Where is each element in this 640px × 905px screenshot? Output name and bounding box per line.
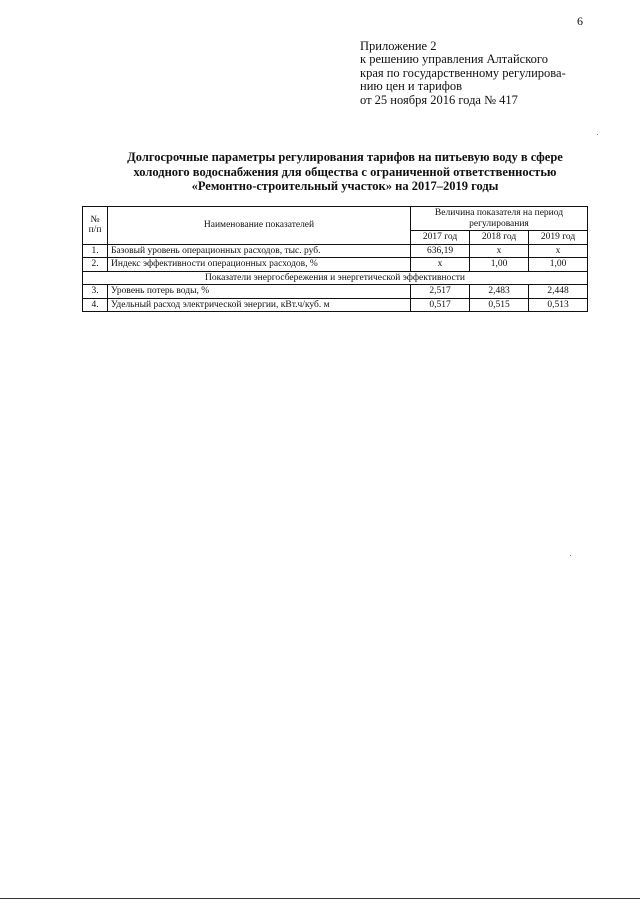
row-name: Индекс эффективности операционных расходов, %	[108, 258, 411, 272]
header-name: Наименование показателей	[108, 207, 411, 245]
title-line: Долгосрочные параметры регулирования тарифов на питьевую воду в сфере	[127, 150, 563, 164]
scan-speck	[597, 134, 598, 135]
page-bottom-edge	[0, 898, 640, 899]
header-year-2018: 2018 год	[470, 231, 529, 245]
row-name: Удельный расход электрической энергии, кВт.ч/куб. м	[108, 298, 411, 312]
row-number: 1.	[83, 244, 108, 258]
table-header-row	[83, 207, 588, 231]
table-section-row	[83, 271, 588, 285]
row-value: 2,517	[411, 285, 470, 299]
row-value: x	[529, 244, 588, 258]
header-number	[83, 207, 108, 245]
appendix-line: нию цен и тарифов	[360, 79, 463, 94]
row-value: 1,00	[470, 258, 529, 272]
appendix-note	[360, 40, 566, 107]
row-value: 636,19	[411, 244, 470, 258]
header-number-text: № п/п	[88, 214, 102, 236]
row-number: 3.	[83, 285, 108, 299]
row-name: Уровень потерь воды, %	[108, 285, 411, 299]
appendix-line: к решению управления Алтайского	[360, 52, 548, 67]
row-value: 0,515	[470, 298, 529, 312]
table-row	[83, 258, 588, 272]
row-name: Базовый уровень операционных расходов, тыс. руб.	[108, 244, 411, 258]
row-number: 2.	[83, 258, 108, 272]
row-value: x	[411, 258, 470, 272]
row-value: 2,448	[529, 285, 588, 299]
appendix-line: Приложение 2	[360, 39, 437, 53]
header-period: Величина показателя на период регулирования	[411, 207, 588, 231]
row-value: 2,483	[470, 285, 529, 299]
parameters-table	[82, 206, 588, 312]
section-title: Показатели энергосбережения и энергетической эффективности	[83, 271, 588, 285]
row-value: 0,513	[529, 298, 588, 312]
appendix-line: от 25 ноября 2016 года № 417	[360, 92, 518, 107]
row-value: x	[470, 244, 529, 258]
title-line: холодного водоснабжения для общества с ограниченной ответственностью	[133, 164, 557, 179]
title-line: «Ремонтно-строительный участок» на 2017–2019 годы	[191, 179, 499, 193]
header-year-2017: 2017 год	[411, 231, 470, 245]
table-row	[83, 244, 588, 258]
row-number: 4.	[83, 298, 108, 312]
appendix-line: края по государственному регулирова-	[360, 65, 566, 80]
header-year-2019: 2019 год	[529, 231, 588, 245]
row-value: 1,00	[529, 258, 588, 272]
table-row	[83, 298, 588, 312]
scan-speck	[570, 555, 571, 556]
table-row	[83, 285, 588, 299]
row-value: 0,517	[411, 298, 470, 312]
document-title	[80, 150, 610, 194]
page-number: 6	[577, 14, 583, 28]
